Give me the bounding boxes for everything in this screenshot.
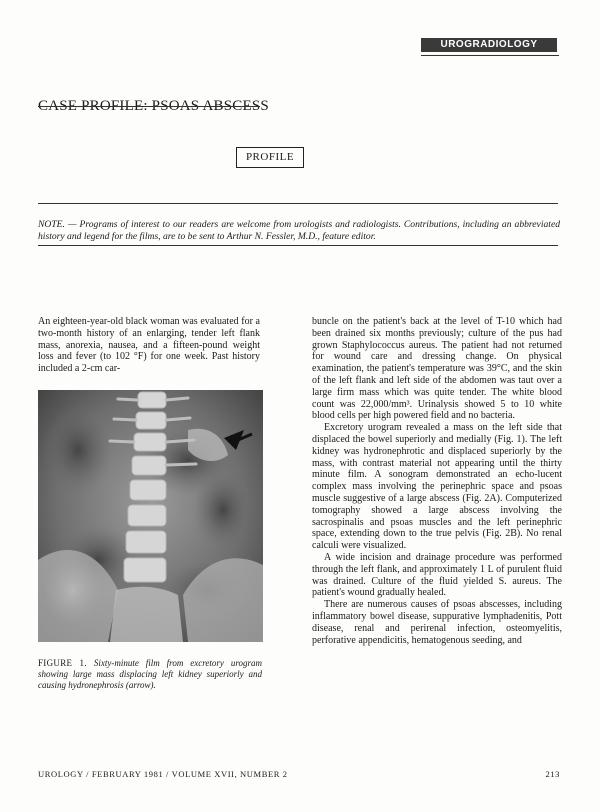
body-paragraph: buncle on the patient's back at the level of T-10 which had been drained six months previously; culture of the pus had grown Staphylococcus aureus. The patient had not returned for wound care and dressing change. On physical examination, the patient's temperature was 39°C, and the skin of the left flank and left side of the abdomen was taut over a large firm mass which was quite tender. The white blood count was 22,000/mm³. Urinalysis showed 5 to 10 white blood cells per high powered field and no bacteria. — [312, 316, 562, 422]
section-tab: UROGRADIOLOGY — [421, 38, 557, 52]
page-footer — [38, 769, 560, 779]
journal-citation: UROLOGY / FEBRUARY 1981 / VOLUME XVII, NUMBER 2 — [38, 769, 288, 779]
body-paragraph-left: An eighteen-year-old black woman was evaluated for a two-month history of an enlarging, tender left flank mass, anorexia, nausea, and a fifteen-pound weight loss and fever (to 102 °F) for one week. Past history included a 2-cm car- — [38, 316, 260, 375]
page-title: CASE PROFILE: PSOAS ABSCESS — [38, 98, 269, 115]
xray-figure — [38, 390, 263, 642]
page-number: 213 — [545, 769, 560, 779]
body-paragraph: There are numerous causes of psoas abscesses, including inflammatory bowel disease, suppurative lymphadenitis, Pott disease, renal and perirenal infection, osteomyelitis, perforative appendicitis, hematogenous seeding, and — [312, 599, 562, 646]
figure-caption-text: Sixty-minute film from excretory urogram showing large mass displacing left kidney superiorly and causing hydronephrosis (arrow). — [38, 658, 263, 690]
figure-caption — [38, 658, 262, 691]
header-rule — [421, 55, 559, 56]
editor-note: NOTE. — Programs of interest to our readers are welcome from urologists and radiologists. Contributions, including an abbreviated history and legend for the films, are to be sent to Arthur N. Fessler, M.D., feature editor. — [38, 218, 560, 242]
body-paragraph: Excretory urogram revealed a mass on the left side that displaced the bowel superiorly and medially (Fig. 1). The left kidney was hydronephrotic and displaced superiorly by the mass, with contrast material not appearing until the thirty minute film. A sonogram demonstrated an echo-lucent complex mass involving the perinephric space and psoas muscle suggestive of a large abscess (Fig. 2A). Computerized tomography showed a large abscess involving the sacrospinalis and psoas muscles and the left perinephric space, extending down to the true pelvis (Fig. 2B). No renal calculi were visualized. — [312, 422, 562, 552]
figure-label: FIGURE 1. — [38, 658, 87, 668]
body-paragraph: A wide incision and drainage procedure was performed through the left flank, and approximately 1 L of purulent fluid was drained. Culture of the fluid yielded S. aureus. The patient's wound gradually healed. — [312, 551, 562, 599]
body-column-right — [312, 316, 562, 646]
note-rule-bottom — [38, 245, 558, 246]
profile-label-box: PROFILE — [236, 147, 304, 168]
title-underline — [38, 106, 260, 107]
xray-image — [38, 390, 263, 642]
note-rule-top — [38, 203, 558, 204]
